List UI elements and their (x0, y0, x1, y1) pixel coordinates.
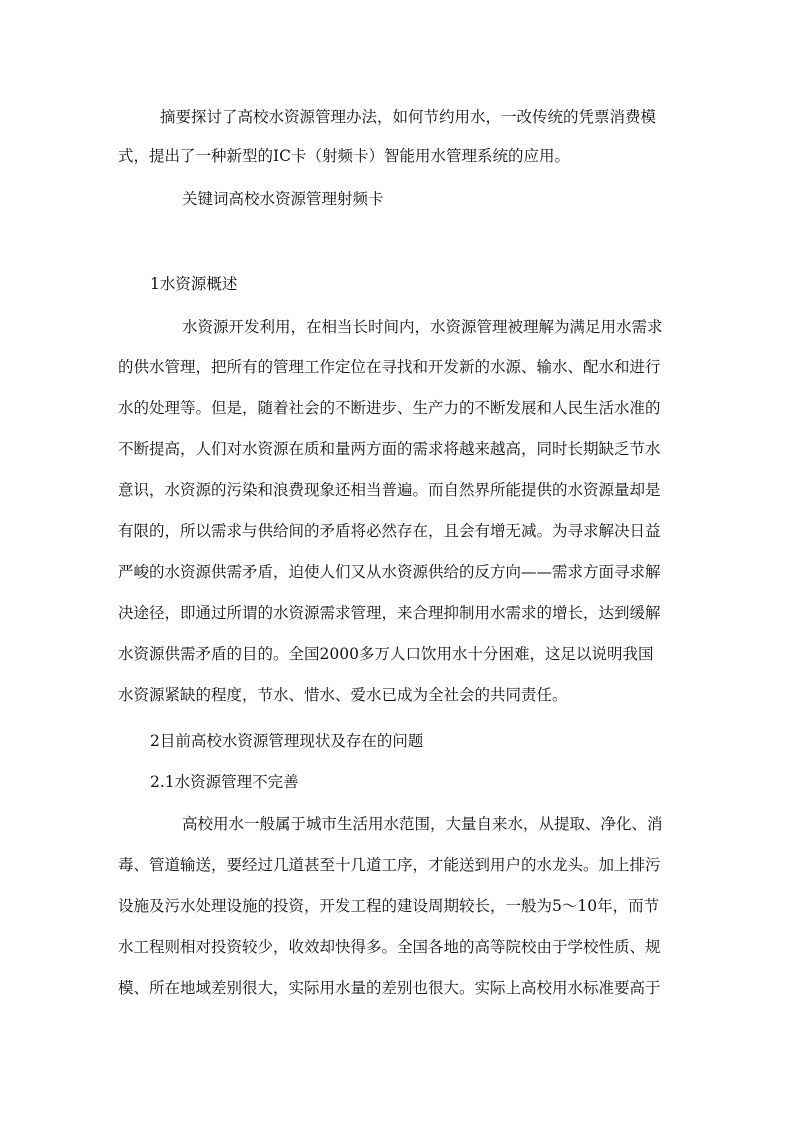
section-1-line: 水资源紧缺的程度，节水、惜水、爱水已成为全社会的共同责任。 (118, 686, 568, 704)
section-1-line: 意识，水资源的污染和浪费现象还相当普遍。而自然界所能提供的水资源量却是 (118, 481, 661, 499)
abstract-line-1: 摘要探讨了高校水资源管理办法，如何节约用水，一改传统的凭票消费模 (160, 108, 657, 126)
section-1-line: 水资源开发利用，在相当长时间内，水资源管理被理解为满足用水需求 (182, 318, 663, 336)
section-2-heading: 2目前高校水资源管理现状及存在的问题 (150, 732, 424, 750)
section-2-1-line: 水工程则相对投资较少，收效却快得多。全国各地的高等院校由于学校性质、规 (118, 938, 661, 956)
section-1-line: 的供水管理，把所有的管理工作定位在寻找和开发新的水源、输水、配水和进行 (118, 358, 661, 376)
section-1-line: 水资源供需矛盾的目的。全国2000多万人口饮用水十分困难，这足以说明我国 (118, 645, 654, 663)
section-2-1-line: 高校用水一般属于城市生活用水范围，大量自来水，从提取、净化、消 (182, 815, 663, 833)
section-2-1-line: 毒、管道输送，要经过几道甚至十几道工序，才能送到用户的水龙头。加上排污 (118, 856, 661, 874)
section-1-line: 决途径，即通过所谓的水资源需求管理，来合理抑制用水需求的增长，达到缓解 (118, 604, 661, 622)
section-2-1-line: 模、所在地域差别很大，实际用水量的差别也很大。实际上高校用水标准要高于 (118, 979, 661, 997)
section-1-line: 不断提高，人们对水资源在质和量两方面的需求将越来越高，同时长期缺乏节水 (118, 440, 661, 458)
section-1-line: 水的处理等。但是，随着社会的不断进步、生产力的不断发展和人民生活水准的 (118, 399, 661, 417)
section-2-1-line: 设施及污水处理设施的投资，开发工程的建设周期较长，一般为5～10年，而节 (118, 897, 660, 915)
abstract-line-2: 式，提出了一种新型的IC卡（射频卡）智能用水管理系统的应用。 (118, 147, 570, 165)
section-2-1-heading: 2.1水资源管理不完善 (150, 773, 299, 791)
section-1-heading: 1水资源概述 (150, 275, 238, 293)
section-1-line: 有限的，所以需求与供给间的矛盾将必然存在，且会有增无减。为寻求解决日益 (118, 522, 661, 540)
keywords: 关键词高校水资源管理射频卡 (182, 190, 384, 208)
section-1-line: 严峻的水资源供需矛盾，迫使人们又从水资源供给的反方向——需求方面寻求解 (118, 563, 661, 581)
